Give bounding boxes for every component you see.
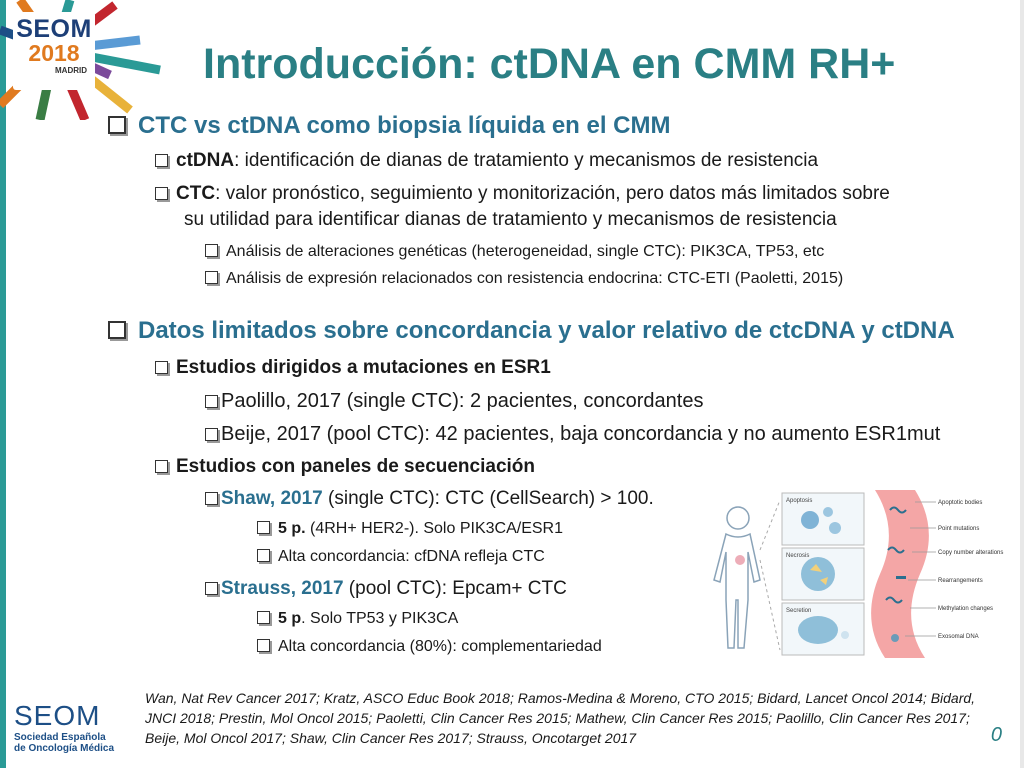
sub-bullet-strauss-patients: 5 p. Solo TP53 y PIK3CA xyxy=(257,610,458,628)
bullet-studies-esr1: Estudios dirigidos a mutaciones en ESR1 xyxy=(155,357,551,379)
checkbox-bullet-icon xyxy=(205,582,218,595)
human-silhouette-icon xyxy=(714,507,760,648)
figure-right-label: Rearrangements xyxy=(938,578,983,584)
figure-right-label: Copy number alterations xyxy=(938,550,1004,556)
figure-right-label: Point mutations xyxy=(938,526,980,532)
sub-bullet-shaw-concordance: Alta concordancia: cfDNA refleja CTC xyxy=(257,548,545,566)
checkbox-bullet-icon xyxy=(205,271,218,284)
bullet-ctc-continued: su utilidad para identificar dianas de tratamiento y mecanismos de resistencia xyxy=(184,209,837,230)
logo-badge xyxy=(13,12,95,90)
checkbox-bullet-icon xyxy=(205,492,218,505)
seom-2018-logo xyxy=(0,0,200,120)
checkbox-bullet-icon xyxy=(205,428,218,441)
checkbox-bullet-icon xyxy=(108,321,126,339)
section2-heading: Datos limitados sobre concordancia y valor relativo de ctcDNA y ctDNA xyxy=(108,317,955,345)
figure-label: Secretion xyxy=(786,608,812,614)
bullet-studies-panels: Estudios con paneles de secuenciación xyxy=(155,456,535,478)
page-number: 0 xyxy=(990,724,1002,746)
checkbox-bullet-icon xyxy=(155,187,168,200)
strauss-link[interactable]: Strauss, 2017 xyxy=(221,578,344,599)
checkbox-bullet-icon xyxy=(205,244,218,257)
checkbox-bullet-icon xyxy=(108,116,126,134)
checkbox-bullet-icon xyxy=(155,460,168,473)
shaw-link[interactable]: Shaw, 2017 xyxy=(221,488,323,509)
sub-bullet-strauss-concordance: Alta concordancia (80%): complementariedad xyxy=(257,638,602,656)
bullet-strauss: Strauss, 2017 (pool CTC): Epcam+ CTC xyxy=(205,578,567,600)
bullet-shaw: Shaw, 2017 (single CTC): CTC (CellSearch) > 100. xyxy=(205,488,654,510)
figure-right-label: Apoptotic bodies xyxy=(938,500,983,506)
bullet-paolillo: Paolillo, 2017 (single CTC): 2 pacientes, concordantes xyxy=(205,390,703,413)
figure-right-label: Exosomal DNA xyxy=(938,634,979,640)
checkbox-bullet-icon xyxy=(257,521,270,534)
sub-bullet-shaw-patients: 5 p. (4RH+ HER2-). Solo PIK3CA/ESR1 xyxy=(257,520,563,538)
checkbox-bullet-icon xyxy=(155,361,168,374)
bullet-ctdna: ctDNA: identificación de dianas de tratamiento y mecanismos de resistencia xyxy=(155,150,818,172)
logo-city: MADRID xyxy=(55,66,87,75)
section1-heading: CTC vs ctDNA como biopsia líquida en el CMM xyxy=(108,112,671,140)
right-edge-bar xyxy=(1020,0,1024,768)
seom-logo-line2: de Oncología Médica xyxy=(14,743,115,754)
sub-bullet-genetic: Análisis de alteraciones genéticas (heterogeneidad, single CTC): PIK3CA, TP53, etc xyxy=(205,243,824,261)
checkbox-bullet-icon xyxy=(257,549,270,562)
checkbox-bullet-icon xyxy=(155,154,168,167)
checkbox-bullet-icon xyxy=(205,395,218,408)
liquid-biopsy-figure xyxy=(700,490,1020,658)
references: Wan, Nat Rev Cancer 2017; Kratz, ASCO Educ Book 2018; Ramos-Medina & Moreno, CTO 2015; Bidard, Lancet Oncol 2014; Bidard, JNCI 2018; Prestin, Mol Oncol 2015; Paoletti, Clin Cancer Res 2015; Mathew, Clin Cancer Res 2015; Paolillo, Clin Cancer Res 2017; Beije, Mol Oncol 2017; Shaw, Clin Cancer Res 2017; Strauss, Oncotarget 2017 xyxy=(145,690,976,746)
figure-label: Apoptosis xyxy=(786,498,813,504)
checkbox-bullet-icon xyxy=(257,639,270,652)
logo-year: 2018 xyxy=(28,40,80,66)
logo-word: SEOM xyxy=(16,15,92,43)
figure-label: Necrosis xyxy=(786,553,810,559)
bullet-ctc: CTC: valor pronóstico, seguimiento y monitorización, pero datos más limitados sobre xyxy=(155,183,890,205)
figure-right-label: Methylation changes xyxy=(938,606,994,612)
seom-logo-line1: Sociedad Española xyxy=(14,732,106,743)
seom-logo-word: SEOM xyxy=(14,700,101,731)
checkbox-bullet-icon xyxy=(257,611,270,624)
bullet-beije: Beije, 2017 (pool CTC): 42 pacientes, baja concordancia y no aumento ESR1mut xyxy=(205,423,940,446)
slide-title: Introducción: ctDNA en CMM RH+ xyxy=(203,40,896,88)
sub-bullet-expression: Análisis de expresión relacionados con resistencia endocrina: CTC-ETI (Paoletti, 2015) xyxy=(205,270,843,288)
seom-society-logo xyxy=(14,700,124,754)
